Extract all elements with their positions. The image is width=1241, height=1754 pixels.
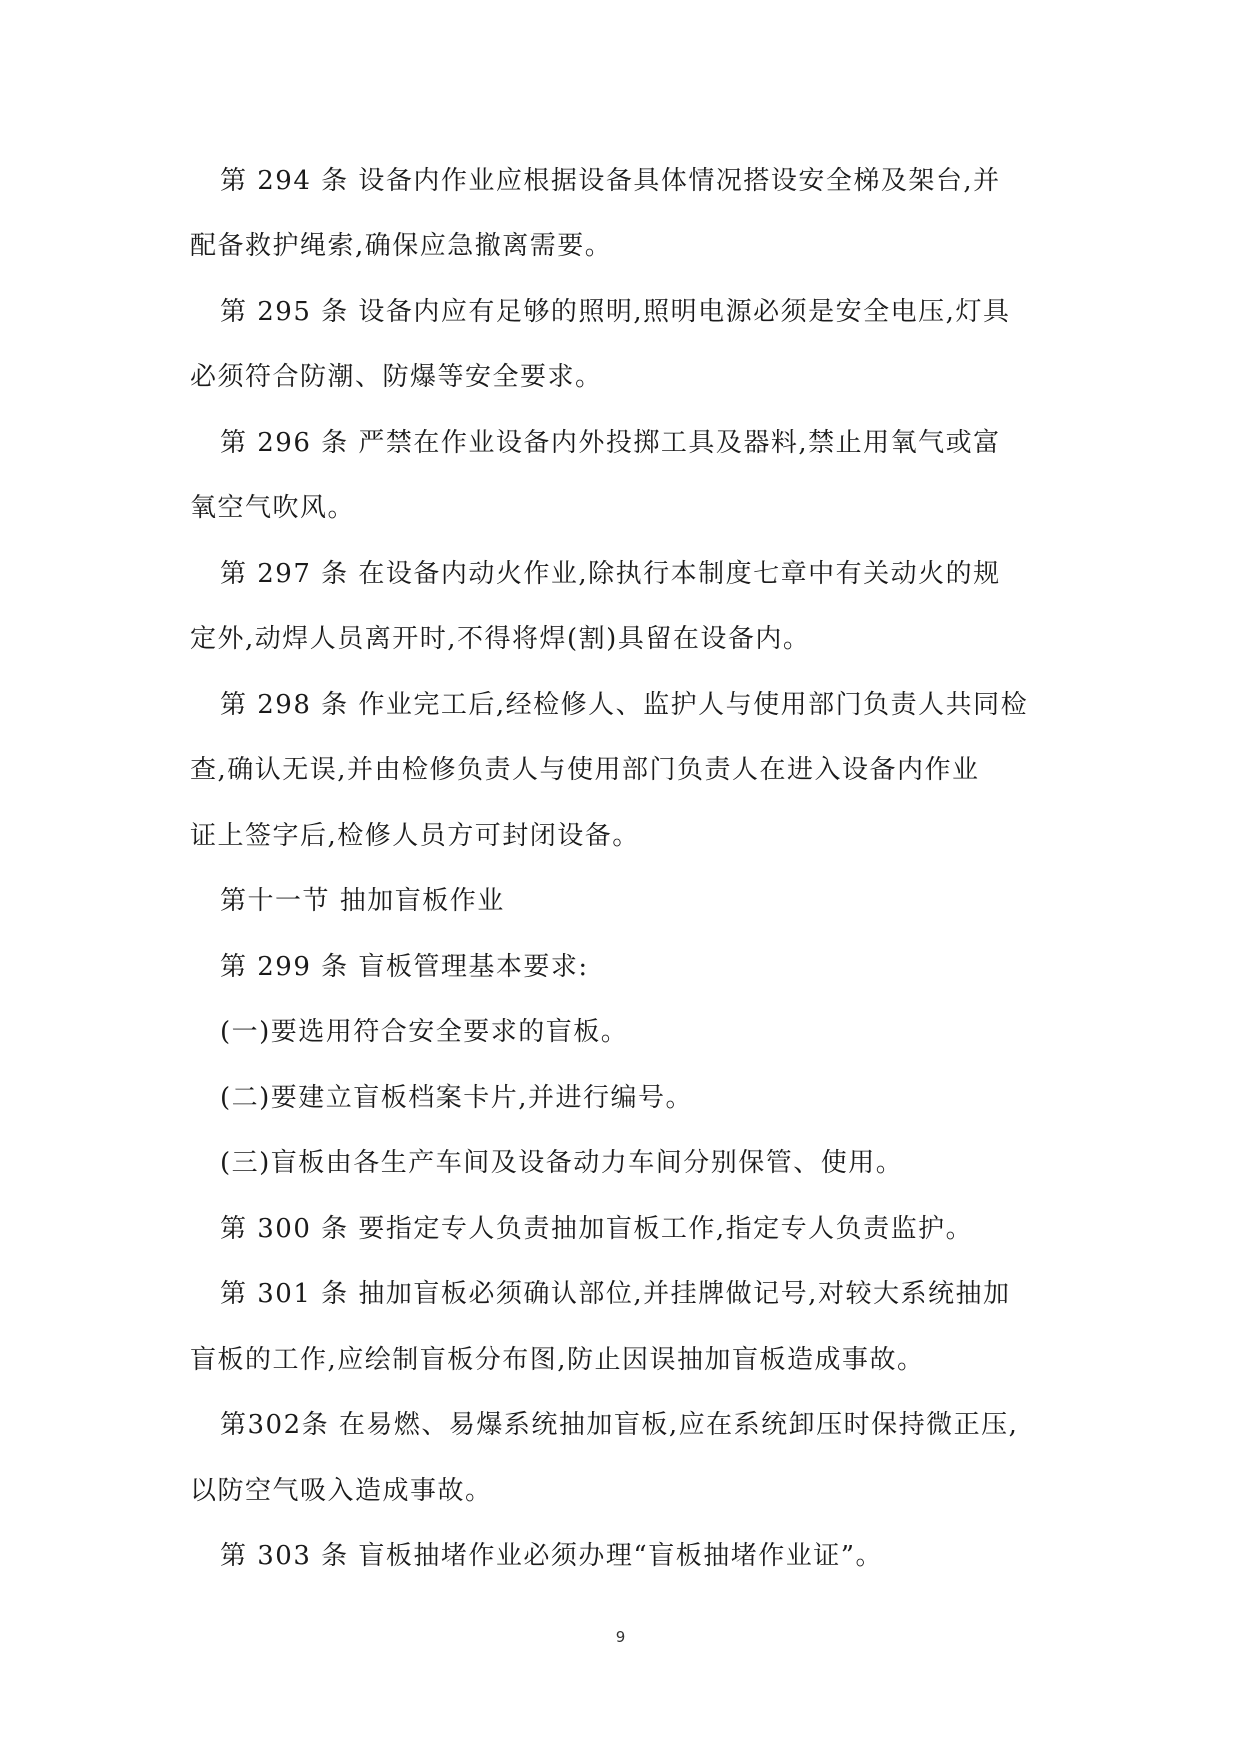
article-294-line-1: 第 294 条 设备内作业应根据设备具体情况搭设安全梯及架台,并 bbox=[220, 166, 1001, 196]
page-number: 9 bbox=[615, 1628, 626, 1646]
article-295-line-1: 第 295 条 设备内应有足够的照明,照明电源必须是安全电压,灯具 bbox=[220, 297, 1011, 327]
article-297-line-1: 第 297 条 在设备内动火作业,除执行本制度七章中有关动火的规 bbox=[220, 559, 1001, 589]
article-300-line-1: 第 300 条 要指定专人负责抽加盲板工作,指定专人负责监护。 bbox=[220, 1214, 974, 1244]
article-298-line-2: 查,确认无误,并由检修负责人与使用部门负责人在进入设备内作业 bbox=[190, 755, 980, 785]
article-301-line-1: 第 301 条 抽加盲板必须确认部位,并挂牌做记号,对较大系统抽加 bbox=[220, 1279, 1011, 1309]
article-295-line-2: 必须符合防潮、防爆等安全要求。 bbox=[190, 362, 603, 392]
section-11-heading: 第十一节 抽加盲板作业 bbox=[220, 886, 505, 916]
article-294-line-2: 配备救护绳索,确保应急撤离需要。 bbox=[190, 231, 613, 261]
article-299-line-1: 第 299 条 盲板管理基本要求: bbox=[220, 952, 589, 982]
article-302-line-2: 以防空气吸入造成事故。 bbox=[190, 1476, 493, 1506]
article-299-item-3: (三)盲板由各生产车间及设备动力车间分别保管、使用。 bbox=[220, 1148, 904, 1178]
article-298-line-1: 第 298 条 作业完工后,经检修人、监护人与使用部门负责人共同检 bbox=[220, 690, 1029, 720]
article-296-line-2: 氧空气吹风。 bbox=[190, 493, 356, 523]
article-299-item-2: (二)要建立盲板档案卡片,并进行编号。 bbox=[220, 1083, 694, 1113]
article-297-line-2: 定外,动焊人员离开时,不得将焊(割)具留在设备内。 bbox=[190, 624, 811, 654]
article-303-line-1: 第 303 条 盲板抽堵作业必须办理“盲板抽堵作业证”。 bbox=[220, 1541, 884, 1571]
article-296-line-1: 第 296 条 严禁在作业设备内外投掷工具及器料,禁止用氧气或富 bbox=[220, 428, 1001, 458]
article-302-line-1: 第302条 在易燃、易爆系统抽加盲板,应在系统卸压时保持微正压, bbox=[220, 1410, 1019, 1440]
article-299-item-1: (一)要选用符合安全要求的盲板。 bbox=[220, 1017, 629, 1047]
article-298-line-3: 证上签字后,检修人员方可封闭设备。 bbox=[190, 821, 640, 851]
article-301-line-2: 盲板的工作,应绘制盲板分布图,防止因误抽加盲板造成事故。 bbox=[190, 1345, 925, 1375]
